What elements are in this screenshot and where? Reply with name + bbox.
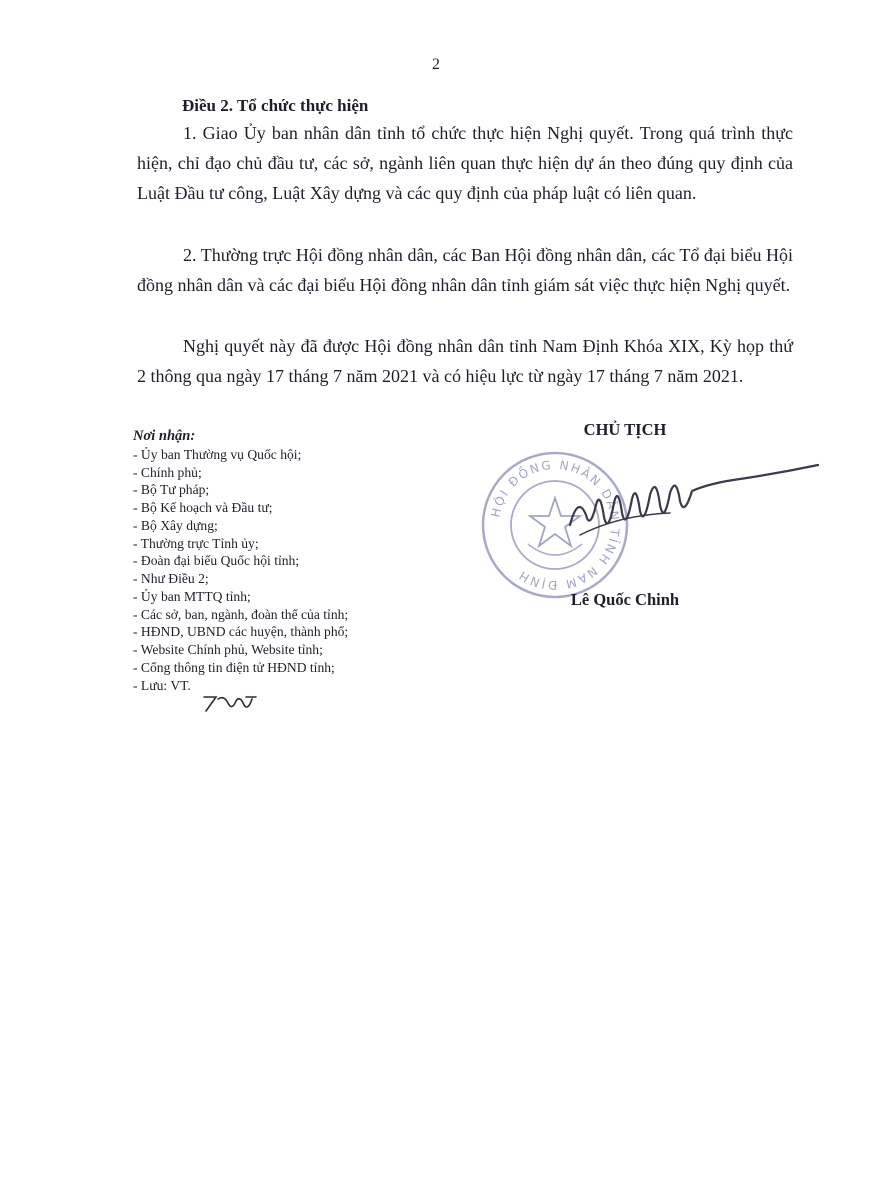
article-title: Điều 2. Tổ chức thực hiện bbox=[182, 96, 369, 115]
recipient-item: - Ủy ban Thường vụ Quốc hội; bbox=[133, 446, 302, 462]
paragraph-2: 2. Thường trực Hội đồng nhân dân, các Ban Hội đồng nhân dân, các Tổ đại biểu Hội đồng nhân dân và các đại biểu Hội đồng nhân dân tỉnh giám sát việc thực hiện Nghị quyết. bbox=[137, 245, 793, 295]
recipient-item: - Các sở, ban, ngành, đoàn thể của tỉnh; bbox=[133, 606, 349, 622]
recipient-item: - Thường trực Tỉnh ủy; bbox=[133, 535, 259, 551]
paragraph-3: Nghị quyết này đã được Hội đồng nhân dân tỉnh Nam Định Khóa XIX, Kỳ họp thứ 2 thông qua ngày 17 tháng 7 năm 2021 và có hiệu lực từ ngày 17 tháng 7 năm 2021. bbox=[137, 336, 793, 386]
seal-text: HỘI ĐỒNG NHÂN DÂN TỈNH NAM ĐỊNH bbox=[488, 457, 623, 593]
recipient-item: - Website Chính phủ, Website tỉnh; bbox=[133, 642, 323, 657]
recipient-item: - Bộ Xây dựng; bbox=[133, 517, 218, 533]
page-number: 2 bbox=[432, 56, 440, 73]
recipient-item: - Như Điều 2; bbox=[133, 571, 209, 586]
signer-name: Lê Quốc Chinh bbox=[570, 590, 680, 609]
recipient-item: - Bộ Tư pháp; bbox=[133, 482, 210, 498]
recipient-item: - Bộ Kế hoạch và Đầu tư; bbox=[133, 500, 273, 515]
recipients-title: Nơi nhận: bbox=[133, 428, 196, 444]
recipient-item: - HĐND, UBND các huyện, thành phố; bbox=[133, 624, 349, 640]
signer-title: CHỦ TỊCH bbox=[583, 420, 667, 439]
recipient-item: - Chính phủ; bbox=[133, 464, 202, 480]
handwritten-signature bbox=[560, 455, 822, 545]
paragraph-1: 1. Giao Ủy ban nhân dân tỉnh tổ chức thực hiện Nghị quyết. Trong quá trình thực hiện, chỉ đạo chủ đầu tư, các sở, ngành liên quan thực hiện dự án theo đúng quy định của Luật Đầu tư công, Luật Xây dựng và các quy định của pháp luật có liên quan. bbox=[137, 123, 793, 203]
recipient-item: - Cổng thông tin điện tử HĐND tỉnh; bbox=[133, 659, 335, 675]
recipient-item: - Lưu: VT. bbox=[133, 677, 191, 693]
recipient-item: - Đoàn đại biểu Quốc hội tỉnh; bbox=[133, 553, 300, 569]
recipients-block bbox=[133, 428, 433, 694]
recipients-list bbox=[133, 446, 433, 695]
archive-handwritten-mark bbox=[202, 693, 258, 713]
recipient-item: - Ủy ban MTTQ tỉnh; bbox=[133, 588, 251, 604]
